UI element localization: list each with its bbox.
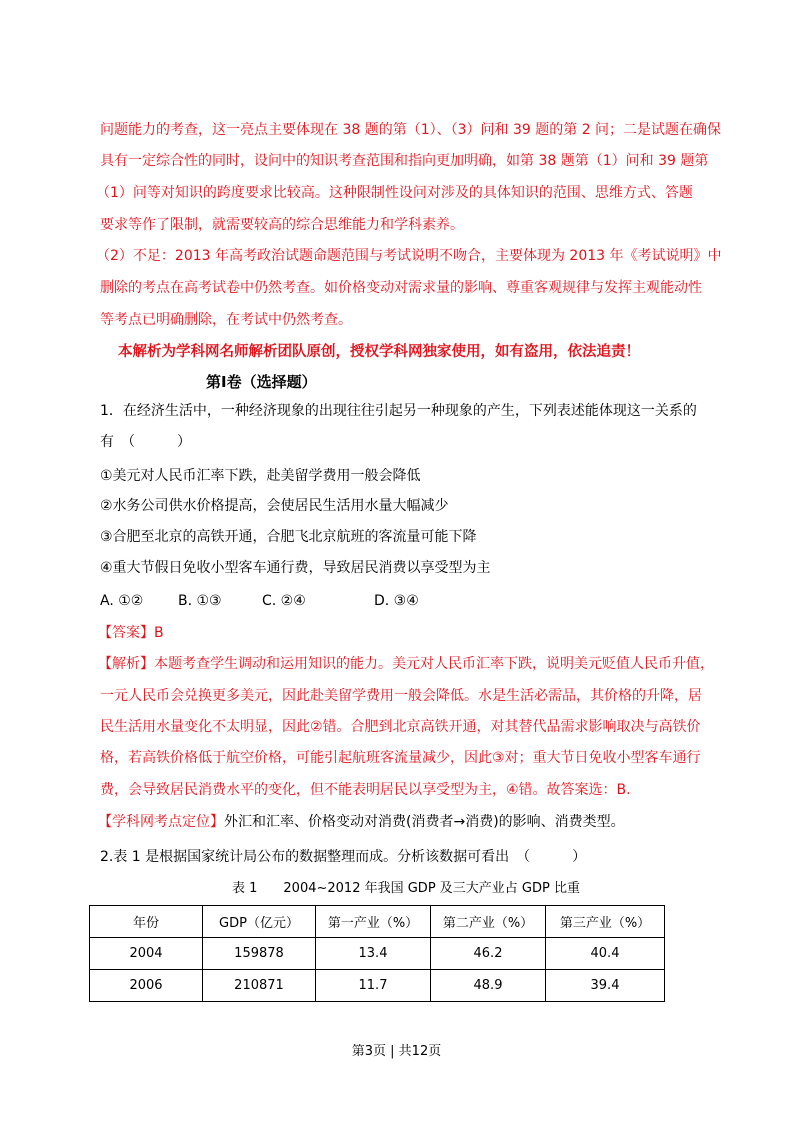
intro-line: 问题能力的考查，这一亮点主要体现在 38 题的第（1）、（3）问和 39 题的第 2 问；二是试题在确保 (100, 122, 722, 138)
answer-value: B (154, 625, 164, 641)
header-cell: 第三产业（%） (546, 906, 665, 938)
analysis-text: 本题考查学生调动和运用知识的能力。美元对人民币汇率下跌，说明美元贬值人民币升值， (154, 656, 714, 672)
cell: 210871 (203, 970, 316, 1002)
analysis-line: 民生活用水量变化不太明显，因此②错。合肥到北京高铁开通，对其替代品需求影响取决与高铁价 (100, 719, 701, 735)
intro-line: 要求等作了限制，就需要较高的综合思维能力和学科素养。 (100, 217, 464, 233)
knowledge-point (98, 813, 625, 831)
cell: 39.4 (546, 970, 665, 1002)
q1-option: ④重大节假日免收小型客车通行费，导致居民消费以享受型为主 (100, 560, 491, 576)
analysis-line (98, 655, 714, 673)
table-row (90, 938, 665, 970)
cell: 159878 (203, 938, 316, 970)
q1-option: ②水务公司供水价格提高，会使居民生活用水量大幅减少 (100, 498, 449, 514)
cell: 13.4 (316, 938, 431, 970)
header-cell: 第一产业（%） (316, 906, 431, 938)
analysis-line: 费，会导致居民消费水平的变化，但不能表明居民以享受型为主，④错。故答案选：B. (100, 782, 631, 798)
header-cell: GDP（亿元） (203, 906, 316, 938)
table-header-row (90, 906, 665, 938)
section-title: 第Ⅰ卷（选择题） (206, 373, 317, 391)
q1-choice-b: B. ①③ (178, 593, 222, 609)
analysis-line: 格，若高铁价格低于航空价格，可能引起航班客流量减少，因此③对；重大节日免收小型客车通行 (100, 750, 701, 766)
table-caption: 表 1 2004~2012 年我国 GDP 及三大产业占 GDP 比重 (232, 881, 580, 896)
cell: 40.4 (546, 938, 665, 970)
header-cell: 年份 (90, 906, 203, 938)
q1-option: ③合肥至北京的高铁开通，合肥飞北京航班的客流量可能下降 (100, 529, 477, 545)
point-text: 外汇和汇率、价格变动对消费(消费者→消费)的影响、消费类型。 (224, 814, 625, 830)
q1-choice-d: D. ③④ (374, 593, 419, 609)
copyright-notice: 本解析为学科网名师解析团队原创，授权学科网独家使用，如有盗用，依法追责！ (118, 344, 640, 360)
gdp-table (89, 905, 665, 1002)
analysis-label: 【解析】 (98, 656, 154, 672)
intro-line: 等考点已明确删除，在考试中仍然考查。 (100, 312, 352, 328)
q1-choice-a: A. ①② (100, 593, 144, 609)
intro-line: 删除的考点在高考试卷中仍然考查。如价格变动对需求量的影响、尊重客观规律与发挥主观能动性 (100, 280, 702, 296)
q2-stem: 2.表 1 是根据国家统计局公布的数据整理而成。分析该数据可看出 （ ） (100, 849, 587, 865)
answer (98, 624, 164, 642)
intro-line: （2）不足：2013 年高考政治试题命题范围与考试说明不吻合，主要体现为 2013 年《考试说明》中 (96, 248, 722, 264)
cell: 2006 (90, 970, 203, 1002)
header-cell: 第二产业（%） (431, 906, 546, 938)
analysis-line: 一元人民币会兑换更多美元，因此赴美留学费用一般会降低。水是生活必需品，其价格的升降，居 (100, 688, 702, 704)
q1-option: ①美元对人民币汇率下跌，赴美留学费用一般会降低 (100, 468, 421, 484)
cell: 2004 (90, 938, 203, 970)
q1-stem: 有 （ ） (100, 434, 191, 450)
cell: 11.7 (316, 970, 431, 1002)
point-label: 【学科网考点定位】 (98, 814, 224, 830)
cell: 48.9 (431, 970, 546, 1002)
answer-label: 【答案】 (98, 625, 154, 641)
q1-stem: 1．在经济生活中，一种经济现象的出现往往引起另一种现象的产生，下列表述能体现这一关系的 (100, 403, 697, 419)
q1-choice-c: C. ②④ (262, 593, 306, 609)
cell: 46.2 (431, 938, 546, 970)
intro-line: （1）问等对知识的跨度要求比较高。这种限制性设问对涉及的具体知识的范围、思维方式、答题 (96, 185, 693, 201)
table-row (90, 970, 665, 1002)
intro-line: 具有一定综合性的同时，设问中的知识考查范围和指向更加明确，如第 38 题第（1）问和 39 题第 (100, 153, 709, 169)
page-footer: 第3页 | 共12页 (351, 1044, 442, 1059)
